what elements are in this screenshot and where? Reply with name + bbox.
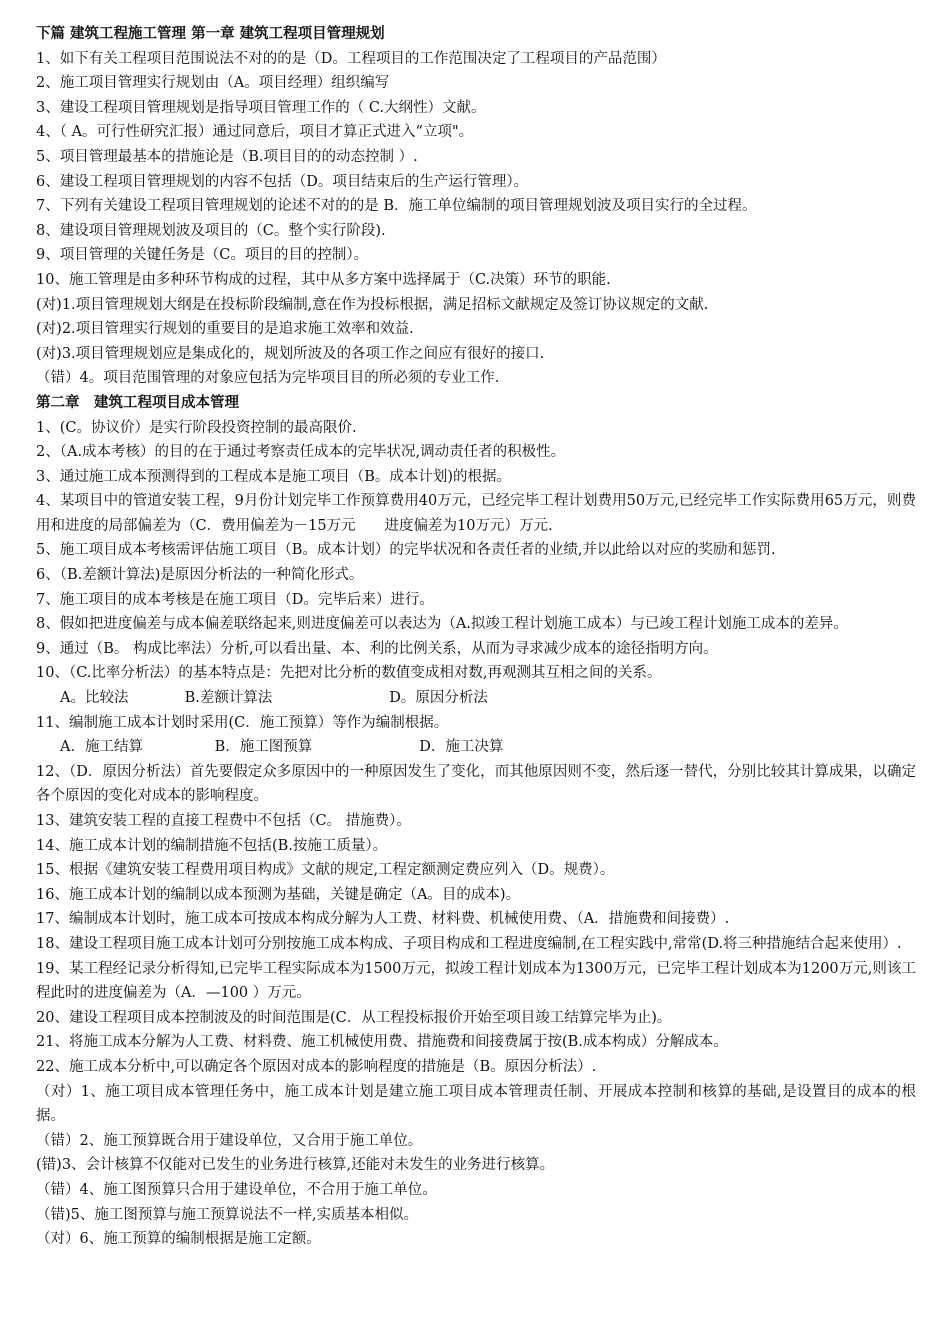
ch2-q12: 12、（D．原因分析法）首先要假定众多原因中的一种原因发生了变化，而其他原因则不变，然后逐一替代，分别比较其计算成果，以确定各个原因的变化对成本的影响程度。	[36, 763, 916, 805]
ch2-q16: 16、施工成本计划的编制以成本预测为基础，关键是确定（A。目的成本)。	[36, 886, 521, 903]
part-chapter1-heading: 下篇 建筑工程施工管理 第一章 建筑工程项目管理规划	[36, 25, 385, 42]
ch2-tf5: （错)5、施工图预算与施工预算说法不一样,实质基本相似。	[36, 1206, 418, 1223]
ch2-q2: 2、（A.成本考核）的目的在于通过考察责任成本的完毕状况,调动责任者的积极性。	[36, 444, 566, 461]
ch1-q8: 8、建设项目管理规划波及项目的（C。整个实行阶段).	[36, 222, 386, 239]
ch1-tf3: (对)3.项目管理规划应是集成化的，规划所波及的各项工作之间应有很好的接口.	[36, 345, 545, 362]
ch2-q17: 17、编制成本计划时，施工成本可按成本构成分解为人工费、材料费、机械使用费、（A．措施费和间接费）.	[36, 911, 730, 928]
ch2-q10-option-a: A。比较法	[60, 690, 129, 707]
ch2-q4: 4、某项目中的管道安装工程，9月份计划完毕工作预算费用40万元，已经完毕工程计划费用50万元,已经完毕工作实际费用65万元，则费用和进度的局部偏差为（C．费用偏差为－15万元 进度偏差为10万元）万元.	[36, 493, 916, 534]
ch2-tf6: （对）6、施工预算的编制根据是施工定额。	[36, 1231, 321, 1248]
ch1-tf1: (对)1.项目管理规划大纲是在投标阶段编制,意在作为投标根据，满足招标文献规定及签订协议规定的文献.	[36, 296, 709, 313]
ch2-q10-options	[36, 686, 916, 711]
ch2-tf2: （错）2、施工预算既合用于建设单位，又合用于施工单位。	[36, 1132, 423, 1149]
ch1-q3: 3、建设工程项目管理规划是指导项目管理工作的（ C.大纲性）文献。	[36, 99, 486, 116]
ch2-q7: 7、施工项目的成本考核是在施工项目（D。完毕后来）进行。	[36, 591, 434, 608]
ch1-q9: 9、项目管理的关键任务是（C。项目的目的控制）。	[36, 247, 369, 264]
ch2-q22: 22、施工成本分析中,可以确定各个原因对成本的影响程度的措施是（B。原因分析法）.	[36, 1058, 597, 1075]
ch2-q6: 6、（B.差额计算法)是原因分析法的一种简化形式。	[36, 567, 364, 584]
ch2-q11: 11、编制施工成本计划时采用(C．施工预算）等作为编制根据。	[36, 714, 449, 731]
ch2-q3: 3、通过施工成本预测得到的工程成本是施工项目（B。成本计划)的根据。	[36, 468, 512, 485]
ch2-q11-option-d: D．施工决算	[419, 739, 504, 756]
ch1-q5: 5、项目管理最基本的措施论是（B.项目目的的动态控制 ）.	[36, 148, 418, 165]
ch2-q9: 9、通过（B。 构成比率法）分析,可以看出量、本、利的比例关系，从而为寻求减少成本的途径指明方向。	[36, 640, 718, 657]
ch2-q15: 15、根据《建筑安装工程费用项目构成》文献的规定,工程定额测定费应列入（D。规费）。	[36, 862, 615, 879]
ch1-tf4: （错）4。项目范围管理的对象应包括为完毕项目目的所必须的专业工作.	[36, 370, 500, 387]
ch2-q18: 18、建设工程项目施工成本计划可分别按施工成本构成、子项目构成和工程进度编制,在工程实践中,常常(D.将三种措施结合起来使用）.	[36, 935, 902, 952]
ch1-q2: 2、施工项目管理实行规划由（A。项目经理）组织编写	[36, 75, 390, 92]
ch1-q7: 7、下列有关建设工程项目管理规划的论述不对的的是 B．施工单位编制的项目管理规划波及项目实行的全过程。	[36, 198, 757, 215]
ch2-q10-option-d: D。原因分析法	[389, 690, 488, 707]
ch2-q1: 1、(C。协议价）是实行阶段投资控制的最高限价.	[36, 419, 357, 436]
ch2-q8: 8、假如把进度偏差与成本偏差联络起来,则进度偏差可以表达为（A.拟竣工程计划施工成本）与已竣工程计划施工成本的差异。	[36, 616, 848, 633]
ch2-q11-option-a: A．施工结算	[60, 739, 143, 756]
ch2-q19: 19、某工程经记录分析得知,已完毕工程实际成本为1500万元，拟竣工程计划成本为1300万元，已完毕工程计划成本为1200万元,则该工程此时的进度偏差为（A．—100 ）万元。	[36, 960, 916, 1002]
ch2-q21: 21、将施工成本分解为人工费、材料费、施工机械使用费、措施费和间接费属于按(B.成本构成）分解成本。	[36, 1034, 728, 1051]
ch2-q13: 13、建筑安装工程的直接工程费中不包括（C。 措施费）。	[36, 813, 411, 829]
ch1-tf2: (对)2.项目管理实行规划的重要目的是追求施工效率和效益.	[36, 321, 414, 338]
ch2-q5: 5、施工项目成本考核需评估施工项目（B。成本计划）的完毕状况和各责任者的业绩,并以此给以对应的奖励和惩罚.	[36, 542, 776, 559]
ch2-q11-option-b: B．施工图预算	[214, 739, 313, 756]
ch1-q10: 10、施工管理是由多种环节构成的过程，其中从多方案中选择属于（C.决策）环节的职能.	[36, 271, 611, 288]
ch2-q20: 20、建设工程项目成本控制波及的时间范围是(C．从工程投标报价开始至项目竣工结算完毕为止)。	[36, 1009, 672, 1026]
ch2-tf3: (错)3、会计核算不仅能对已发生的业务进行核算,还能对未发生的业务进行核算。	[36, 1157, 555, 1174]
ch2-q10-option-b: B.差额计算法	[184, 690, 273, 707]
ch2-q14: 14、施工成本计划的编制措施不包括(B.按施工质量）。	[36, 837, 388, 854]
chapter2-question-list	[36, 416, 916, 1252]
ch1-q4: 4、（ A。可行性研究汇报）通过同意后，项目才算正式进入“立项"。	[36, 124, 474, 141]
ch2-q11-options	[36, 735, 916, 760]
ch2-q10: 10、（C.比率分析法）的基本特点是：先把对比分析的数值变成相对数,再观测其互相之间的关系。	[36, 665, 662, 682]
ch1-q6: 6、建设工程项目管理规划的内容不包括（D。项目结束后的生产运行管理）。	[36, 173, 529, 190]
ch2-tf1: （对）1、施工项目成本管理任务中，施工成本计划是建立施工项目成本管理责任制、开展成本控制和核算的基础,是设置目的成本的根据。	[36, 1083, 916, 1125]
chapter2-heading: 第二章 建筑工程项目成本管理	[36, 393, 239, 411]
ch1-q1: 1、如下有关工程项目范围说法不对的的是（D。工程项目的工作范围决定了工程项目的产品范围）	[36, 50, 666, 67]
chapter1-question-list	[36, 47, 916, 391]
ch2-tf4: （错）4、施工图预算只合用于建设单位，不合用于施工单位。	[36, 1181, 437, 1198]
